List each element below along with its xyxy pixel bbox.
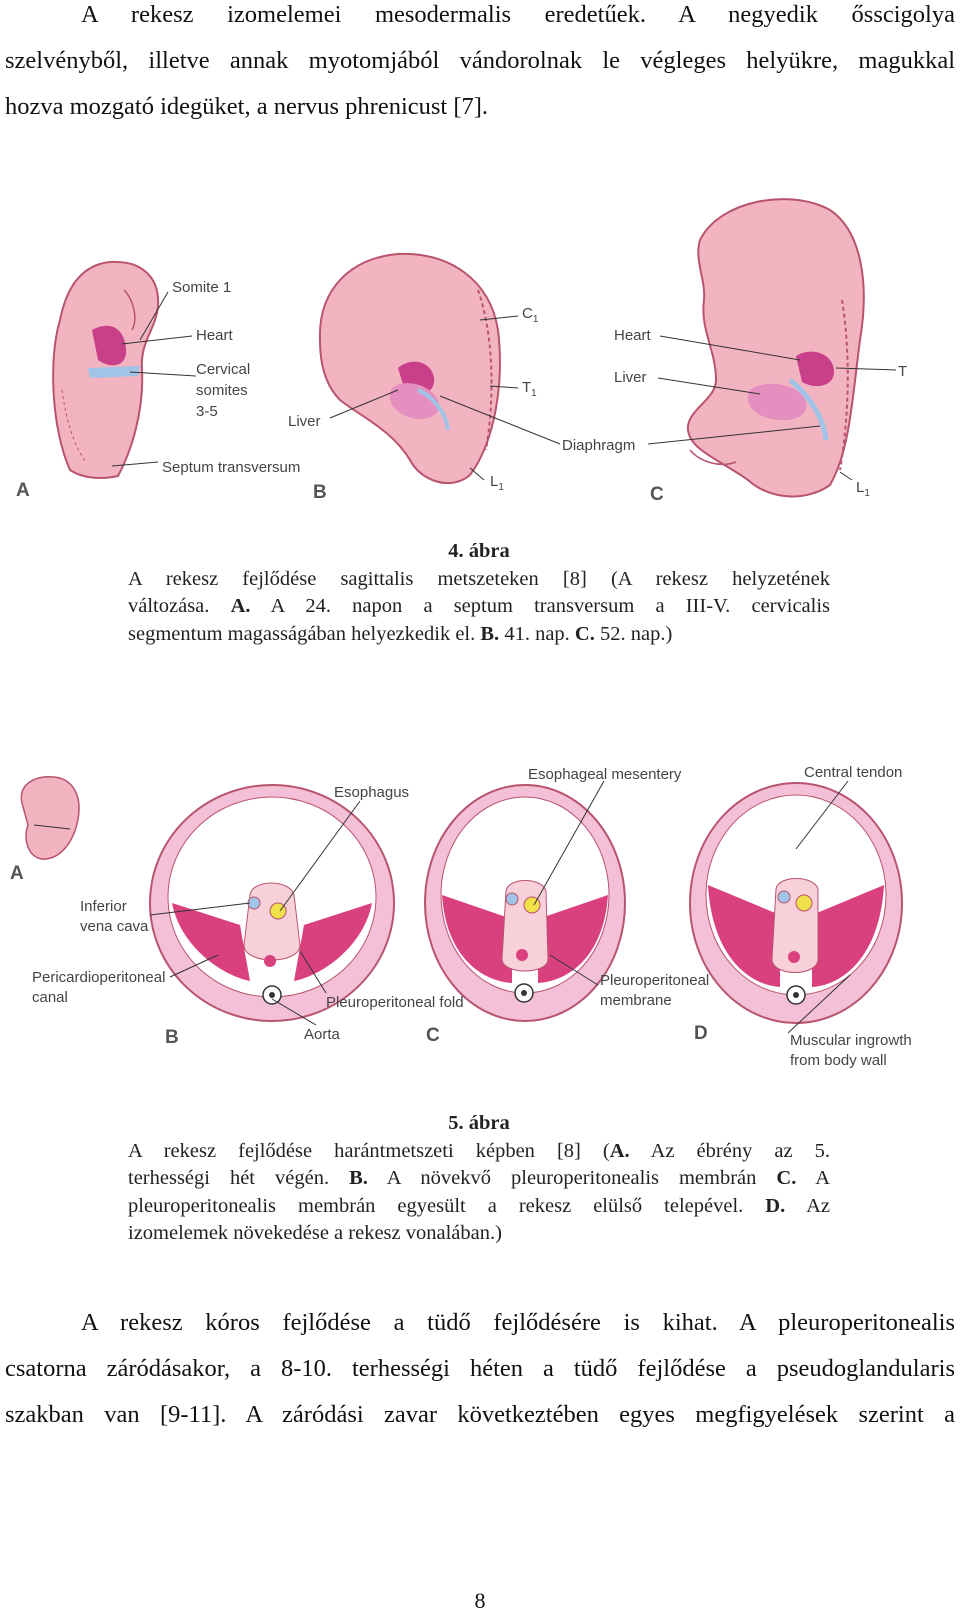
figure-5-caption: [128, 1110, 830, 1248]
caption-text: A 24. napon a septum transversum a III-V. cervicalis: [270, 595, 831, 617]
label-liver-c: Liver: [614, 369, 647, 386]
label-pleuroperitoneal-fold: Pleuroperitoneal fold: [326, 994, 464, 1011]
label-heart-c: Heart: [614, 327, 651, 344]
label-t-c: T: [898, 363, 908, 380]
caption-line: [128, 1193, 830, 1221]
paragraph-intro: [5, 0, 955, 130]
panel-letter-a: A: [16, 480, 30, 501]
label-diaphragm: Diaphragm: [562, 437, 636, 454]
label-central-tendon: Central tendon: [804, 764, 903, 781]
panel-letter-c: C: [426, 1025, 440, 1046]
label-membrane: membrane: [600, 992, 672, 1009]
caption-text: pleuroperitonealis membrán egyesült a rekesz elülső telepével.: [128, 1194, 744, 1217]
section-c: [425, 785, 625, 1021]
caption-text: 52. nap.): [599, 622, 673, 645]
caption-bold-letter: D.: [765, 1194, 786, 1217]
caption-bold-letter: A.: [609, 1139, 630, 1162]
caption-line: izomelemek növekedése a rekesz vonalában.): [128, 1222, 502, 1244]
label-aorta: Aorta: [304, 1026, 340, 1043]
label-esophageal-mesentery: Esophageal mesentery: [528, 766, 682, 783]
label-c1-subscript: 1: [532, 314, 539, 325]
caption-text: A rekesz fejlődése harántmetszeti képben [8] (: [128, 1139, 610, 1162]
label-t1-subscript: 1: [531, 388, 537, 399]
label-somite-1: Somite 1: [172, 279, 232, 296]
caption-text: változása.: [128, 595, 210, 617]
figure-5-transverse-illustration: [0, 745, 960, 1085]
caption-text: terhességi hét végén.: [128, 1167, 330, 1189]
label-somite-range: 3-5: [196, 403, 218, 420]
label-liver-b: Liver: [288, 413, 321, 430]
label-cervical: Cervical: [196, 361, 251, 378]
label-somites: somites: [196, 382, 248, 399]
embryo-a: [53, 262, 158, 478]
label-canal: canal: [32, 989, 68, 1006]
figure-5-caption-title: 5. ábra: [448, 1112, 510, 1134]
embryo-b: [320, 254, 500, 483]
figure-4-caption: [128, 538, 830, 648]
caption-text: segmentum magasságában helyezkedik el.: [128, 622, 476, 645]
caption-text: Az: [806, 1194, 831, 1217]
label-c1: [522, 305, 539, 325]
label-l1-c-letter: L: [856, 479, 865, 496]
caption-text: 41. nap.: [504, 622, 570, 645]
paragraph-line: szakban van [9-11]. A záródási zavar következtében egyes megfigyelések szerint a: [5, 1401, 955, 1428]
section-b: [150, 785, 394, 1021]
panel-letter-d: D: [694, 1023, 708, 1044]
caption-line: A rekesz fejlődése sagittalis metszeteken [8] (A rekesz helyzetének: [128, 567, 830, 590]
label-t1: [522, 379, 537, 399]
panel-letter-a: A: [10, 863, 24, 884]
section-d: [690, 783, 902, 1023]
caption-bold-letter: C.: [574, 622, 595, 645]
label-l1-b: [490, 473, 504, 493]
panel-letter-c: C: [650, 484, 664, 505]
paragraph-body: [5, 1300, 955, 1438]
page-number: 8: [474, 1588, 486, 1613]
caption-line: [128, 593, 830, 621]
label-vena-cava: vena cava: [80, 918, 149, 935]
label-t1-letter: T: [522, 379, 532, 396]
label-l1-b-letter: L: [490, 473, 499, 490]
caption-bold-letter: B.: [349, 1167, 368, 1189]
paragraph-line: A rekesz izomelemei mesodermalis eredetűek. A negyedik ősscigolya: [81, 1, 955, 28]
caption-text: A növekvő pleuroperitonealis membrán: [386, 1167, 757, 1189]
label-l1-b-subscript: 1: [498, 482, 504, 493]
label-pericardioperitoneal: Pericardioperitoneal: [32, 969, 166, 986]
caption-bold-letter: C.: [776, 1167, 797, 1189]
caption-bold-letter: B.: [480, 622, 500, 645]
label-l1-c: [856, 479, 870, 499]
label-septum-transversum: Septum transversum: [162, 459, 301, 476]
paragraph-line: szelvényből, illetve annak myotomjából vándorolnak le végleges helyükre, magukkal: [5, 47, 955, 74]
caption-line: [128, 1165, 830, 1193]
caption-text: A: [815, 1167, 831, 1189]
label-c1-letter: C: [522, 305, 533, 322]
label-muscular-ingrowth: Muscular ingrowth: [790, 1032, 912, 1049]
label-l1-c-subscript: 1: [864, 488, 870, 499]
paragraph-line: csatorna záródásakor, a 8-10. terhességi héten a tüdő fejlődése a pseudoglandularis: [5, 1355, 955, 1382]
label-from-body-wall: from body wall: [790, 1052, 887, 1069]
figure-4-caption-title: 4. ábra: [448, 540, 510, 562]
panel-letter-b: B: [313, 482, 327, 503]
paragraph-line: hozva mozgató idegüket, a nervus phrenicust [7].: [5, 93, 489, 120]
caption-text: Az ébrény az 5.: [650, 1139, 830, 1162]
caption-bold-letter: A.: [230, 595, 251, 617]
label-inferior: Inferior: [80, 898, 127, 915]
panel-letter-b: B: [165, 1027, 179, 1048]
paragraph-line: A rekesz kóros fejlődése a tüdő fejlődésére is kihat. A pleuroperitonealis: [81, 1309, 955, 1336]
label-esophagus: Esophagus: [334, 784, 410, 801]
label-heart-a: Heart: [196, 327, 233, 344]
caption-line: [128, 621, 830, 649]
label-pleuroperitoneal: Pleuroperitoneal: [600, 972, 710, 989]
embryo-c: [688, 199, 864, 496]
caption-line: [128, 1138, 830, 1166]
figure-4-sagittal-illustration: [0, 180, 960, 510]
